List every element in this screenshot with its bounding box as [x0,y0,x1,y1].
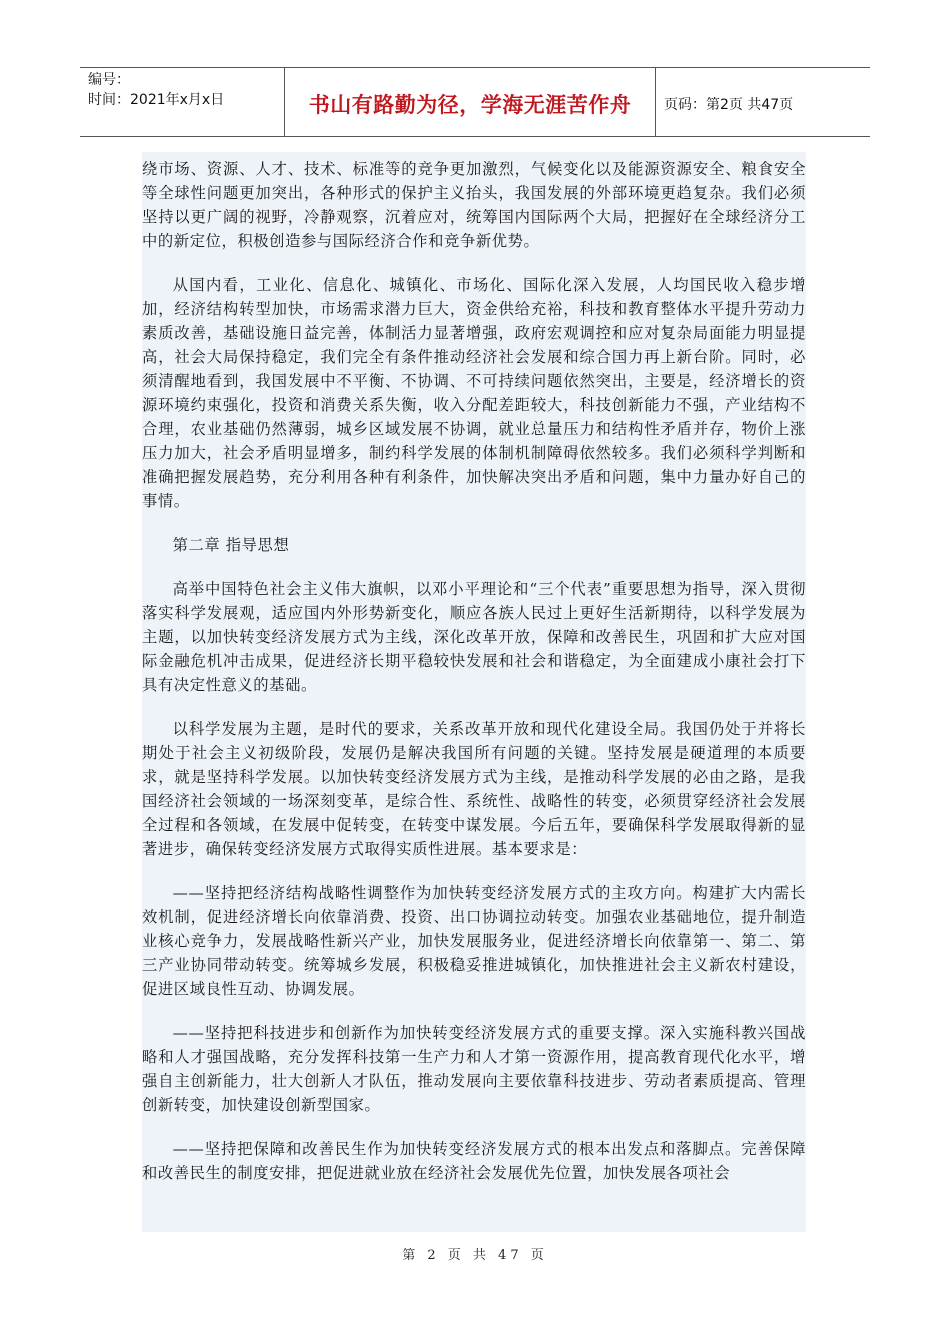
paragraph: ——坚持把科技进步和创新作为加快转变经济发展方式的重要支撑。深入实施科教兴国战略和人才强国战略，充分发挥科技第一生产力和人才第一资源作用，提高教育现代化水平，增强自主创新能力，壮大创新人才队伍，推动发展向主要依靠科技进步、劳动者素质提高、管理创新转变，加快建设创新型国家。 [142,1024,806,1114]
header-motto: 书山有路勤为径，学海无涯苦作舟 [308,93,632,117]
page-header [80,67,870,137]
paragraph: 以科学发展为主题，是时代的要求，关系改革开放和现代化建设全局。我国仍处于并将长期处于社会主义初级阶段，发展仍是解决我国所有问题的关键。坚持发展是硬道理的本质要求，就是坚持科学发展。以加快转变经济发展方式为主线，是推动科学发展的必由之路，是我国经济社会领域的一场深刻变革，是综合性、系统性、战略性的转变，必须贯穿经济社会发展全过程和各领域，在发展中促转变，在转变中谋发展。今后五年，要确保科学发展取得新的显著进步，确保转变经济发展方式取得实质性进展。基本要求是： [142,720,806,858]
paragraph: 从国内看，工业化、信息化、城镇化、市场化、国际化深入发展，人均国民收入稳步增加，经济结构转型加快，市场需求潜力巨大，资金供给充裕，科技和教育整体水平提升劳动力素质改善，基础设施日益完善，体制活力显著增强，政府宏观调控和应对复杂局面能力明显提高，社会大局保持稳定，我们完全有条件推动经济社会发展和综合国力再上新台阶。同时，必须清醒地看到，我国发展中不平衡、不协调、不可持续问题依然突出，主要是，经济增长的资源环境约束强化，投资和消费关系失衡，收入分配差距较大，科技创新能力不强，产业结构不合理，农业基础仍然薄弱，城乡区域发展不协调，就业总量压力和结构性矛盾并存，物价上涨压力加大，社会矛盾明显增多，制约科学发展的体制机制障碍依然较多。我们必须科学判断和准确把握发展趋势，充分利用各种有利条件，加快解决突出矛盾和问题，集中力量办好自己的事情。 [142,276,806,510]
paragraph: 绕市场、资源、人才、技术、标准等的竞争更加激烈，气候变化以及能源资源安全、粮食安全等全球性问题更加突出，各种形式的保护主义抬头，我国发展的外部环境更趋复杂。我们必须坚持以更广阔的视野，冷静观察，沉着应对，统筹国内国际两个大局，把握好在全球经济分工中的新定位，积极创造参与国际经济合作和竞争新优势。 [142,160,806,250]
header-page-info: 页码：第2页 共47页 [664,97,794,113]
header-meta [80,68,284,136]
document-number-label: 编号： [88,72,130,88]
page-footer: 第 2 页 共 47 页 [402,1248,548,1263]
document-body [142,152,806,1232]
paragraph: ——坚持把保障和改善民生作为加快转变经济发展方式的根本出发点和落脚点。完善保障和改善民生的制度安排，把促进就业放在经济社会发展优先位置，加快发展各项社会 [142,1140,806,1182]
header-motto-cell [284,68,656,136]
paragraph: ——坚持把经济结构战略性调整作为加快转变经济发展方式的主攻方向。构建扩大内需长效机制，促进经济增长向依靠消费、投资、出口协调拉动转变。加强农业基础地位，提升制造业核心竞争力，发展战略性新兴产业，加快发展服务业，促进经济增长向依靠第一、第二、第三产业协同带动转变。统筹城乡发展，积极稳妥推进城镇化，加快推进社会主义新农村建设，促进区域良性互动、协调发展。 [142,884,806,998]
paragraph: 高举中国特色社会主义伟大旗帜，以邓小平理论和“三个代表”重要思想为指导，深入贯彻落实科学发展观，适应国内外形势新变化，顺应各族人民过上更好生活新期待，以科学发展为主题，以加快转变经济发展方式为主线，深化改革开放，保障和改善民生，巩固和扩大应对国际金融危机冲击成果，促进经济长期平稳较快发展和社会和谐稳定，为全面建成小康社会打下具有决定性意义的基础。 [142,580,806,694]
chapter-heading: 第二章 指导思想 [172,536,290,554]
document-date: 时间：2021年x月x日 [88,92,225,108]
